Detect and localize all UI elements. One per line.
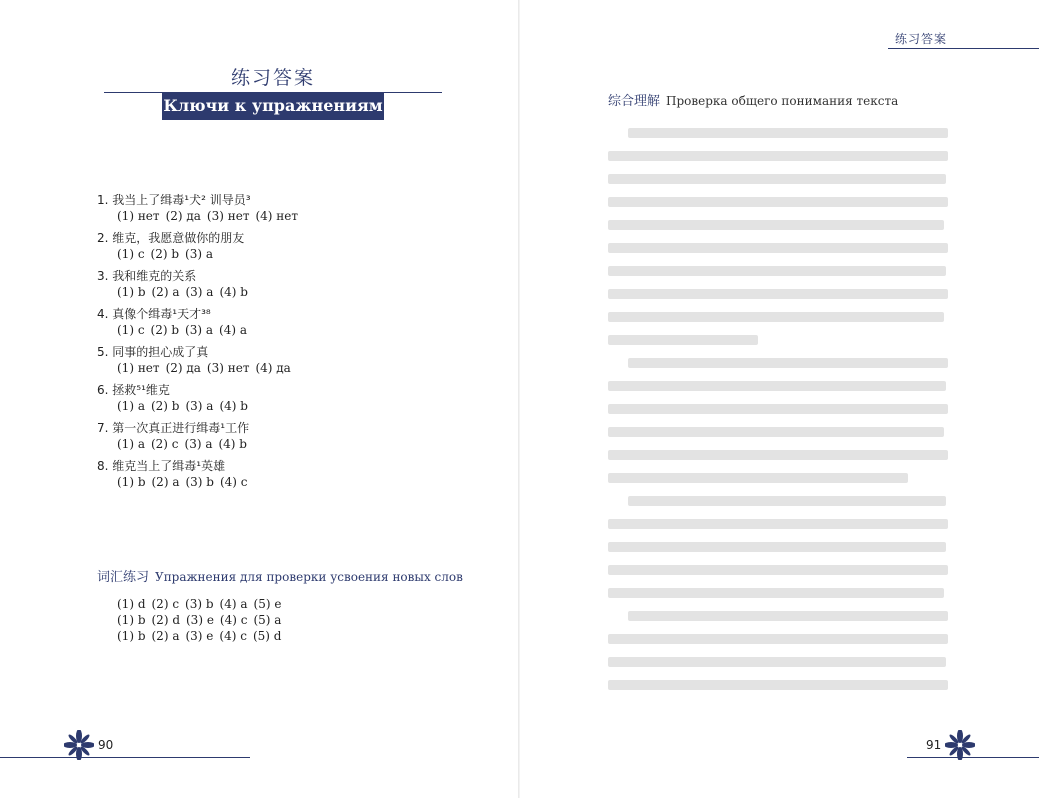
text-line-placeholder [628, 496, 946, 506]
answer-value: (4) a [219, 323, 247, 337]
answer-value: (4) b [219, 285, 248, 299]
answer-value: (1) c [117, 323, 145, 337]
vocab-value: (3) b [185, 597, 214, 611]
answer-value: (4) b [218, 437, 247, 451]
answer-options [97, 474, 477, 490]
right-page [520, 0, 1039, 798]
answer-value: (1) a [117, 399, 145, 413]
comprehension-heading-ru: Проверка общего понимания текста [666, 94, 899, 108]
body-text-placeholder [608, 124, 948, 694]
footer-rule [0, 757, 250, 758]
title-block [104, 66, 442, 115]
text-line-placeholder [608, 289, 948, 299]
text-line-placeholder [608, 519, 948, 529]
answer-item [97, 193, 477, 224]
text-line-placeholder [608, 243, 948, 253]
answer-value: (3) a [185, 323, 214, 337]
comprehension-heading [608, 90, 898, 109]
answers-list [97, 193, 477, 497]
answer-value: (2) a [151, 285, 180, 299]
vocab-value: (1) b [117, 629, 146, 643]
answer-value: (1) нет [117, 209, 160, 223]
text-line-placeholder [608, 450, 948, 460]
answer-item [97, 231, 477, 262]
answer-item [97, 421, 477, 452]
answer-title: 7. 第一次真正进行缉毒¹工作 [97, 421, 250, 435]
vocab-answers [117, 596, 287, 644]
answer-value: (3) a [185, 247, 214, 261]
answer-value: (1) b [117, 285, 146, 299]
answer-value: (4) нет [255, 209, 299, 223]
text-line-placeholder [608, 174, 946, 184]
text-line-placeholder [628, 611, 948, 621]
answer-item [97, 383, 477, 414]
answer-title: 5. 同事的担心成了真 [97, 345, 209, 359]
vocab-value: (3) e [186, 613, 214, 627]
page-number-left: 90 [98, 738, 114, 752]
answer-options [97, 436, 477, 452]
answer-value: (3) b [185, 475, 214, 489]
answer-title: 4. 真像个缉毒¹天才³⁸ [97, 307, 211, 321]
vocab-value: (4) c [219, 629, 247, 643]
answer-value: (3) a [185, 399, 214, 413]
vocab-value: (1) b [117, 613, 146, 627]
answer-item [97, 307, 477, 338]
left-page [0, 0, 519, 798]
answer-value: (2) да [165, 209, 201, 223]
text-line-placeholder [628, 128, 948, 138]
answer-value: (4) c [219, 475, 248, 489]
page-number-right: 91 [926, 738, 942, 752]
vocab-row [117, 596, 287, 612]
answer-title: 8. 维克当上了缉毒¹英雄 [97, 459, 226, 473]
text-line-placeholder [608, 335, 758, 345]
vocab-value: (3) e [185, 629, 214, 643]
text-line-placeholder [628, 358, 948, 368]
running-header: 练习答案 [895, 32, 948, 46]
vocab-row [117, 628, 287, 644]
answer-options [97, 208, 477, 224]
answer-value: (1) нет [117, 361, 160, 375]
text-line-placeholder [608, 588, 944, 598]
vocab-value: (2) c [151, 597, 180, 611]
answer-options [97, 322, 477, 338]
vocab-heading-cn: 词汇练习 [97, 570, 150, 585]
comprehension-heading-cn: 综合理解 [608, 94, 661, 109]
answer-value: (1) a [117, 437, 145, 451]
answer-value: (2) c [150, 437, 179, 451]
text-line-placeholder [608, 197, 948, 207]
vocab-value: (1) d [117, 597, 146, 611]
text-line-placeholder [608, 151, 948, 161]
answer-item [97, 459, 477, 490]
answer-value: (2) b [150, 399, 180, 413]
text-line-placeholder [608, 634, 948, 644]
vocab-value: (5) e [253, 597, 282, 611]
answer-value: (2) b [150, 323, 180, 337]
text-line-placeholder [608, 565, 948, 575]
text-line-placeholder [608, 312, 944, 322]
text-line-placeholder [608, 657, 946, 667]
answer-item [97, 345, 477, 376]
vocab-row [117, 612, 287, 628]
answer-value: (1) b [117, 475, 146, 489]
vocab-value: (5) d [252, 629, 282, 643]
page-title-cn: 练习答案 [230, 67, 315, 89]
answer-title: 6. 拯救⁵¹维克 [97, 383, 170, 397]
answer-value: (3) нет [206, 209, 250, 223]
answer-value: (3) нет [206, 361, 250, 375]
text-line-placeholder [608, 473, 908, 483]
page-title-ru: Ключи к упражнениям [162, 92, 384, 120]
vocab-heading [97, 566, 463, 585]
answer-title: 2. 维克，我愿意做你的朋友 [97, 231, 245, 245]
answer-title: 3. 我和维克的关系 [97, 269, 197, 283]
vocab-heading-ru: Упражнения для проверки усвоения новых слов [155, 570, 463, 584]
vocab-value: (4) a [219, 597, 248, 611]
answer-value: (3) a [184, 437, 213, 451]
answer-value: (4) да [255, 361, 291, 375]
text-line-placeholder [608, 680, 948, 690]
flower-ornament-icon [945, 730, 975, 760]
answer-options [97, 284, 477, 300]
answer-item [97, 269, 477, 300]
text-line-placeholder [608, 427, 944, 437]
answer-options [97, 360, 477, 376]
vocab-value: (4) c [219, 613, 248, 627]
vocab-value: (5) a [253, 613, 282, 627]
text-line-placeholder [608, 404, 948, 414]
answer-value: (2) b [150, 247, 180, 261]
text-line-placeholder [608, 220, 944, 230]
answer-value: (2) да [165, 361, 201, 375]
flower-ornament-icon [64, 730, 94, 760]
answer-value: (2) a [151, 475, 180, 489]
text-line-placeholder [608, 542, 946, 552]
answer-value: (4) b [219, 399, 248, 413]
text-line-placeholder [608, 381, 946, 391]
answer-options [97, 246, 477, 262]
answer-value: (3) a [185, 285, 214, 299]
vocab-value: (2) d [151, 613, 180, 627]
vocab-value: (2) a [151, 629, 180, 643]
header-rule [888, 48, 1039, 49]
text-line-placeholder [608, 266, 946, 276]
answer-options [97, 398, 477, 414]
answer-title: 1. 我当上了缉毒¹犬² 训导员³ [97, 193, 251, 207]
answer-value: (1) c [117, 247, 145, 261]
